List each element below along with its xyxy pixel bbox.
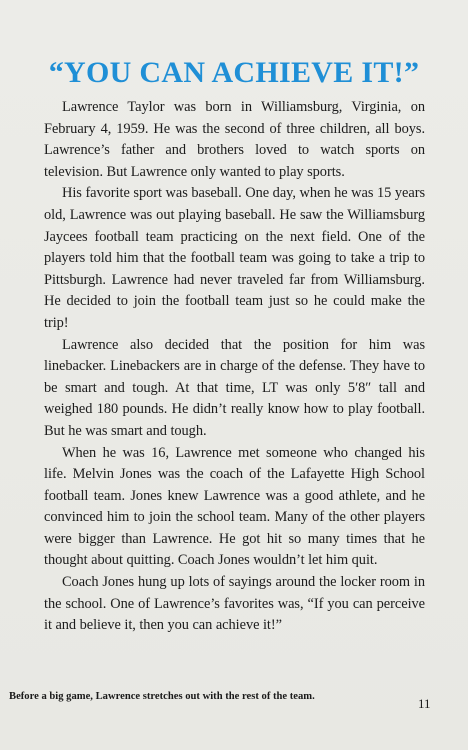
paragraph-birth: Lawrence Taylor was born in Williamsburg, Virginia, on February 4, 1959. He was the second of three children, all boys. Lawrence’s father and brothers loved to watch sports on television. But Lawrence only wanted to play sports. bbox=[44, 99, 425, 180]
body-text bbox=[44, 97, 425, 637]
paragraph-coach-jones: When he was 16, Lawrence met someone who changed his life. Melvin Jones was the coach of the Lafayette High School football team. Jones knew Lawrence was a good athlete, and he convinced him to join the school team. Many of the other players were bigger than Lawrence. He got hit so many times that he thought about quitting. Coach Jones wouldn’t let him quit. bbox=[44, 444, 425, 569]
page-number: 11 bbox=[418, 696, 431, 711]
chapter-title: “YOU CAN ACHIEVE IT!” bbox=[48, 56, 420, 89]
paragraph-linebacker: Lawrence also decided that the position for him was linebacker. Linebackers are in charge of the defense. They have to be smart and tough. At that time, LT was only 5′8″ tall and weighed 180 pounds. He didn’t really know how to play football. But he was smart and tough. bbox=[44, 336, 425, 439]
paragraph-baseball: His favorite sport was baseball. One day, when he was 15 years old, Lawrence was out playing baseball. He saw the Williamsburg Jaycees football team practicing on the next field. One of the players told him that the football team was going to take a trip to Pittsburgh. Lawrence had never traveled far from Williamsburg. He decided to join the football team just so he could make the trip! bbox=[44, 185, 425, 331]
photo-caption: Before a big game, Lawrence stretches out with the rest of the team. bbox=[9, 691, 315, 702]
paragraph-sayings: Coach Jones hung up lots of sayings around the locker room in the school. One of Lawrence’s favorites was, “If you can perceive it and believe it, then you can achieve it!” bbox=[44, 574, 425, 634]
